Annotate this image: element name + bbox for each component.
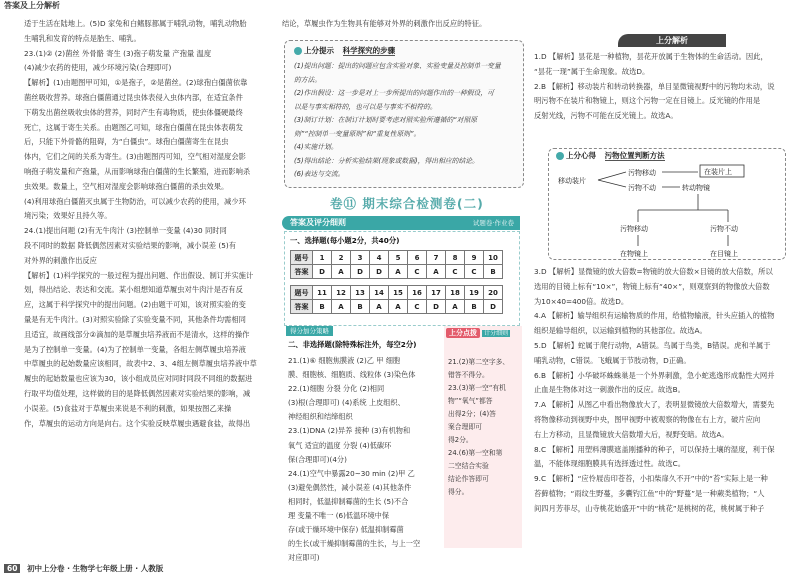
diagram-r2: 在物镜上 — [620, 250, 648, 258]
answer-bar-title: 答案及评分细则 — [290, 218, 346, 227]
question-number: 3 — [351, 251, 370, 265]
text-line: 为10×40=400倍。故选D。 — [534, 296, 629, 306]
right-column-top — [534, 50, 796, 124]
position-diagram — [548, 160, 786, 260]
side-notes — [448, 356, 522, 499]
text-line: 死亡，这属于寄生关系。由题图乙可知，球孢白僵菌在昆虫体表萌发 — [24, 122, 243, 132]
method-box-header — [294, 45, 395, 56]
conclusion-line: 结论，草履虫作为生物具有能够对外界的刺激作出反应的特征。 — [282, 19, 487, 28]
text-line: 中草履虫的起始数量应该相同，故表中2、3、4组左侧草履虫培养液中草 — [24, 359, 257, 369]
question-number: 1 — [313, 251, 332, 265]
diagram-heading: 污物位置判断方法 — [604, 151, 665, 160]
text-line: 履虫的起始数量也应该为30，该小组成员应对同时同段不同组的数据进 — [24, 374, 253, 384]
method-item: (5)得出结论：分析实验结果(现象或数据)，得出相应的结论。 — [294, 156, 479, 165]
text-line: 7.A 【解析】从图乙中看出物像放大了，表明显微镜放大倍数增大，需要先 — [534, 400, 775, 410]
text-line: 右上方移动，且显微镜放大倍数增大后，视野变暗。故选A。 — [534, 429, 729, 439]
row-head: 答案 — [291, 300, 313, 314]
row-head: 题号 — [291, 286, 313, 300]
text-line: 明污物不在装片和物镜上，则这个污物一定在目镜上。反光镜的作用是 — [534, 96, 761, 106]
diagram-r1: 在装片上 — [704, 168, 732, 176]
answer-line: 23.(1)DNA (2)异养 接种 (3)有机物和 — [288, 426, 411, 436]
arrow-line — [598, 180, 626, 187]
answer-cell: A — [332, 265, 351, 279]
text-line: 6.B 【解析】小华破坏蛛蛛巢是一个外界刺激，急小蛇逃逸形成黏性大网并 — [534, 370, 775, 380]
text-line: 间四月芳菲尽，山寺桃花始盛开”中的“桃花”是桃树的花，桃树属于种子 — [534, 503, 765, 513]
question-number: 6 — [408, 251, 427, 265]
side-note: 得2分。 — [448, 436, 473, 444]
text-line: 反射光线，污物不可能在反光镜上。故选A。 — [534, 111, 678, 121]
question-number: 5 — [389, 251, 408, 265]
answer-cell: A — [332, 300, 351, 314]
right-header-text: 上分解析 — [656, 36, 688, 45]
diagram-start: 移动装片 — [558, 177, 586, 185]
text-line: 选用的目镜上标有“10×”，物镜上标有“40×”，则观察到的物像放大倍数 — [534, 281, 770, 291]
method-item: (3)制订计划：在制订计划时要考虑对照实验所遵循的“对照原 — [294, 116, 478, 124]
text-line: 将物像移动到视野中央，图甲视野中被观察的物像在右上方，破片应向 — [534, 414, 761, 424]
answer-cell: A — [427, 265, 446, 279]
side-badge-sub: 计分细则 — [484, 330, 509, 337]
answer-cell: A — [389, 300, 408, 314]
page-header: 答案及上分解析 — [4, 1, 60, 10]
question-number: 16 — [408, 286, 427, 300]
method-item: 则”“控制单一变量原则”和“重复性原则”。 — [294, 129, 421, 138]
text-line: 1.D 【解析】昙花是一种植物，昙花开放属于生物体的生命活动。因此， — [534, 52, 768, 61]
tip-icon — [556, 152, 564, 160]
right-header-badge — [618, 34, 726, 47]
answer-cell: B — [351, 300, 370, 314]
answer-cell: D — [370, 265, 389, 279]
side-note: 21.(2)第二空字多、 — [448, 358, 510, 366]
diagram-a2: 污物不动 — [628, 184, 656, 192]
right-column-bottom — [534, 265, 796, 517]
text-line: (4)减少农药的使用，减少环境污染(合理即可) — [24, 63, 172, 73]
question-number: 19 — [465, 286, 484, 300]
question-number: 15 — [389, 286, 408, 300]
text-line: 温，不能体现细胞膜具有选择透过性。故选C。 — [534, 459, 686, 469]
question-number: 4 — [370, 251, 389, 265]
answer-line: 24.(1)空气中暴露20~30 min (2)甲 乙 — [288, 468, 415, 478]
arrow-line — [598, 172, 626, 180]
text-line: 应，这属于科学探究中的提出问题。(2)由题干可知，该对照实验的变 — [24, 300, 246, 310]
answer-cell: D — [313, 265, 332, 279]
method-box-title: 上分提示 — [304, 46, 334, 55]
answer-line: 的生长(或干燥抑制霉菌的生长，与上一空 — [288, 539, 421, 549]
answer-line: 理 变量不唯一 (6)低温环境中保 — [288, 511, 390, 521]
method-item: (4)实施计划。 — [294, 143, 338, 151]
footer-text: 初中上分卷 · 生物学七年级上册 · 人教版 — [27, 564, 164, 573]
nonchoice-answers — [288, 354, 438, 565]
text-line: (4)利用球孢白僵菌灭虫属于生物防治，可以减少农药的使用，减少环 — [24, 196, 246, 206]
text-line: 4.A 【解析】输导组织有运输物质的作用，给植物输液，针头应插入的植物 — [534, 311, 775, 321]
question-number: 11 — [313, 286, 332, 300]
question-number: 13 — [351, 286, 370, 300]
text-line: 2.B 【解析】移动装片和转动转换器，单目显微镜视野中的污物均未动，说 — [534, 81, 775, 91]
side-note: 案合理即可 — [448, 423, 482, 431]
text-line: 对外界的刺激作出反应 — [24, 255, 97, 265]
answer-line: 22.(1)细胞 分裂 分化 (2)相同 — [288, 384, 385, 394]
method-box-heading: 科学探究的步骤 — [342, 46, 396, 55]
method-item: (6)表达与交流。 — [294, 170, 345, 178]
text-line: 3.D 【解析】显微镜的放大倍数=物镜的放大倍数×目镜的放大倍数，所以 — [534, 267, 773, 276]
text-line: 响孢子萌发量和产孢量，从而影响球孢白僵菌的生长繁殖，进而影响杀 — [24, 166, 251, 176]
text-line: 段不同时的数据 降低偶然因素对实验结果的影响，减小误差 (5)有 — [24, 240, 236, 250]
method-item: 以是与事实相符的，也可以是与事实不相符的。 — [294, 102, 437, 111]
answer-bar-right: 试题卷·作业卷 — [472, 219, 514, 227]
answer-line: 存(或于燥环境中保存) 低温抑制霉菌 — [288, 525, 404, 535]
row-head: 题号 — [291, 251, 313, 265]
page-footer — [4, 563, 163, 574]
answer-line: 保(合理即可)(4分) — [288, 454, 347, 464]
question-number: 20 — [484, 286, 503, 300]
diagram-mid: 转动物镜 — [682, 184, 710, 192]
question-number: 12 — [332, 286, 351, 300]
text-line: 行取平均值处理，这样做的目的是降低偶然因素对实验结果的影响，减 — [24, 388, 251, 398]
text-line: 24.(1)提出问题 (2)有无牛肉汁 (3)控制单一变量 (4)30 同时同 — [24, 226, 227, 236]
diagram-b1: 污物移动 — [620, 225, 648, 233]
text-line: 8.C 【解析】用塑料薄膜遮盖刚播种的种子，可以保持土壤的湿度，利于保 — [534, 444, 775, 454]
text-line: 【解析】(1)科学探究的一般过程为提出问题、作出假设、制订并实施计 — [24, 270, 254, 280]
side-badge — [446, 328, 510, 338]
text-line: 苔藓植物；“雨纹生野蔓，多囊钓江鱼”中的“野蔓”是一种蕨类植物；“人 — [534, 488, 765, 498]
answer-cell: D — [427, 300, 446, 314]
diagram-r3: 在目镜上 — [710, 250, 738, 258]
question-number: 18 — [446, 286, 465, 300]
answer-line: 21.(1)⑥ 细胞焦膜液 (2)乙 甲 细胞 — [288, 356, 401, 365]
method-items — [294, 60, 520, 182]
text-line: 5.D 【解析】蛇属于爬行动物，A错误。鸟属于鸟类，B错误。虎和羊属于 — [534, 340, 771, 350]
question-number: 14 — [370, 286, 389, 300]
text-line: 下萌发出菌丝吸收虫体的营养，同时产生有毒物质，使虫体僵硬最终 — [24, 107, 243, 117]
text-line: 作，草履虫的运动方向是向右。这个实验反映草履虫遇避食盐，故得出 — [24, 418, 251, 428]
question-number: 9 — [465, 251, 484, 265]
section2-tag: 得分加分策略 — [286, 326, 333, 336]
answer-cell: C — [408, 265, 427, 279]
text-line: 【解析】(1)由题图甲可知，①是孢子，②是菌丝。(2)球孢白僵菌依靠 — [24, 78, 248, 88]
answer-cell: D — [351, 265, 370, 279]
answer-cell: C — [465, 265, 484, 279]
text-line: 组织是输导组织，以运输到植物的其他部位。故选A。 — [534, 326, 707, 336]
text-line: 9.C 【解析】“应怜屐齿印苍苔，小扣柴扉久不开”中的“苔”实际上是一种 — [534, 474, 768, 484]
diagram-b2: 污物不动 — [710, 225, 738, 233]
answer-cell: C — [408, 300, 427, 314]
text-line: 哺乳动物，C错误。飞蛾属于节肢动物，D正确。 — [534, 355, 691, 365]
section2-heading: 二、非选择题(除特殊标注外，每空2分) — [288, 340, 417, 349]
answer-table-2 — [290, 285, 503, 314]
answer-line: 神经组织和结缔组织 — [288, 412, 353, 422]
middle-column — [282, 17, 526, 32]
side-note: 错答不得分。 — [448, 371, 489, 379]
question-number: 2 — [332, 251, 351, 265]
answer-line: 膜、细胞核、细胞质、线粒体 (3)染色体 — [288, 370, 416, 380]
side-note: 24.(6)第一空和第 — [448, 449, 503, 457]
answer-cell: B — [313, 300, 332, 314]
answer-cell: D — [484, 300, 503, 314]
text-line: 体内，它们之间的关系为寄生。(3)由题图丙可知，空气相对湿度会影 — [24, 152, 246, 162]
exam-title: 卷⑪ 期末综合检测卷(二) — [330, 196, 484, 211]
method-item: 的方法。 — [294, 75, 322, 84]
diagram-a1: 污物移动 — [628, 169, 656, 177]
text-line: 是为了控制单一变量。(4)为了控制单一变量，各组左侧草履虫培养液 — [24, 344, 246, 354]
answer-cell: A — [389, 265, 408, 279]
side-note: 结论作答即可 — [448, 475, 489, 483]
text-line: 虫效果。数量上，空气相对湿度会影响球孢白僵菌的杀虫效果。 — [24, 181, 229, 191]
answer-table-1 — [290, 250, 503, 279]
text-line: 23.(1)② (2)菌丝 外骨骼 寄生 (3)孢子萌发量 产孢量 温度 — [24, 48, 212, 58]
side-note: 23.(3)第一空“有机 — [448, 384, 506, 392]
page-number: 60 — [4, 564, 20, 573]
text-line: 小误差。(5)食盐对于草履虫来说是不利的刺激，如果按图乙来操 — [24, 403, 232, 413]
choice-heading: 一、选择题(每小题2分，共40分) — [290, 236, 400, 245]
question-number: 7 — [427, 251, 446, 265]
side-note: 出得2分；(4)答 — [448, 410, 496, 418]
text-line: 生哺乳和发育的特点是胎生、哺乳。 — [24, 33, 141, 43]
text-line: 后，只能下外骨骼的阻碍，为“白僵虫”。球孢白僵菌寄生在昆虫 — [24, 137, 229, 147]
tip-icon — [294, 47, 302, 55]
answer-cell: A — [446, 300, 465, 314]
answer-cell: B — [484, 265, 503, 279]
text-line: 适于生活在陆地上。(5)D 家兔和白鳍豚都属于哺乳动物，哺乳动物胎 — [24, 19, 247, 28]
text-line: “昙花一现”属于生命现象。故选D。 — [534, 66, 650, 76]
answer-cell: C — [446, 265, 465, 279]
text-line: 境污染；效果好且持久等。 — [24, 211, 112, 221]
answer-cell: A — [370, 300, 389, 314]
method-item: (2)作出假设：这一步是对上一步所提出的问题作出的一种假设，可 — [294, 89, 494, 97]
side-badge-main: 上分点拨 — [446, 328, 480, 338]
text-line: 菌丝吸收营养。球孢白僵菌通过昆虫体表侵入虫体内部，在适宜条件 — [24, 92, 243, 102]
answer-line: (3)避免偶然性，减小误差 (4)其他条件 — [288, 482, 412, 492]
text-line: 止血是生物体对这一刺激作出的反应。故选B。 — [534, 385, 685, 395]
diagram-title-text: 上分心得 — [566, 151, 596, 160]
question-number: 8 — [446, 251, 465, 265]
answer-line: 对应即可) — [288, 553, 320, 563]
row-head: 答案 — [291, 265, 313, 279]
method-item: (1)提出问题：提出的问题应包含实验对象、实验变量及控制单一变量 — [294, 62, 501, 70]
side-note: 二空结合实验 — [448, 462, 489, 470]
answer-cell: B — [465, 300, 484, 314]
answer-line: 氧气 适宜的温度 分裂 (4)低碳环 — [288, 440, 392, 450]
text-line: 量是有无牛肉汁。(3)对照实验除了实验变量不同，其他条件均需相同 — [24, 314, 246, 324]
side-note: 物”“氧气”都答 — [448, 397, 493, 405]
text-line: 划，得出结论、表达和交流。某小组想知道草履虫对牛肉汁是否有反 — [24, 285, 243, 295]
left-column — [24, 17, 276, 431]
question-number: 10 — [484, 251, 503, 265]
answer-bar — [282, 216, 520, 230]
text-line: 且适宜，故画线部分②滴加的是草履虫培养液而不是清水，这样的操作 — [24, 329, 250, 339]
side-note: 得分。 — [448, 488, 469, 496]
answer-line: (3)根(合理即可) (4)系统 上皮组织、 — [288, 398, 405, 408]
answer-line: 相同时，低温抑制霉菌的生长 (5)不合 — [288, 496, 409, 506]
question-number: 17 — [427, 286, 446, 300]
